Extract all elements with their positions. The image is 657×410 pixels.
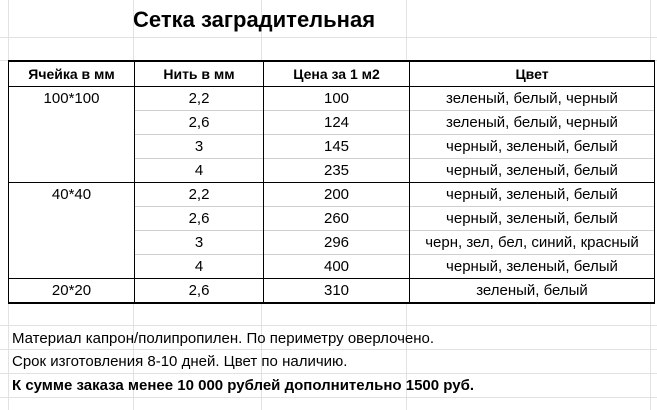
cell-thread[interactable]: 2,6 (135, 111, 264, 135)
cell-thread[interactable]: 3 (135, 135, 264, 159)
header-color[interactable]: Цвет (410, 61, 655, 87)
header-price[interactable]: Цена за 1 м2 (264, 61, 410, 87)
table-row (9, 183, 655, 207)
cell-color[interactable]: зеленый, белый, черный (410, 87, 655, 111)
cell-color[interactable]: черный, зеленый, белый (410, 135, 655, 159)
cell-thread[interactable]: 2,6 (135, 279, 264, 304)
table-row (9, 159, 655, 183)
cell-size[interactable] (9, 231, 135, 255)
note-small-order-surcharge: К сумме заказа менее 10 000 рублей дополнительно 1500 руб. (12, 377, 475, 394)
cell-size[interactable]: 20*20 (9, 279, 135, 304)
cell-size[interactable] (9, 135, 135, 159)
cell-size[interactable] (9, 255, 135, 279)
cell-color[interactable]: зеленый, белый, черный (410, 111, 655, 135)
cell-price[interactable]: 145 (264, 135, 410, 159)
cell-price[interactable]: 400 (264, 255, 410, 279)
header-thread[interactable]: Нить в мм (135, 61, 264, 87)
cell-thread[interactable]: 3 (135, 231, 264, 255)
note-production-term: Срок изготовления 8-10 дней. Цвет по наличию. (12, 353, 348, 370)
table-row (9, 111, 655, 135)
cell-color[interactable]: черн, зел, бел, синий, красный (410, 231, 655, 255)
cell-price[interactable]: 296 (264, 231, 410, 255)
cell-size[interactable]: 100*100 (9, 87, 135, 111)
cell-price[interactable]: 124 (264, 111, 410, 135)
cell-price[interactable]: 310 (264, 279, 410, 304)
cell-color[interactable]: черный, зеленый, белый (410, 207, 655, 231)
table-row (9, 255, 655, 279)
table-header-row (9, 61, 655, 87)
cell-price[interactable]: 100 (264, 87, 410, 111)
table-row (9, 87, 655, 111)
cell-thread[interactable]: 4 (135, 159, 264, 183)
sheet-title: Сетка заградительная (133, 7, 376, 32)
cell-size[interactable] (9, 111, 135, 135)
table-row (9, 231, 655, 255)
cell-thread[interactable]: 2,6 (135, 207, 264, 231)
price-table (8, 60, 655, 304)
cell-price[interactable]: 200 (264, 183, 410, 207)
cell-color[interactable]: черный, зеленый, белый (410, 255, 655, 279)
table-row (9, 135, 655, 159)
cell-size[interactable]: 40*40 (9, 183, 135, 207)
cell-color[interactable]: черный, зеленый, белый (410, 183, 655, 207)
cell-color[interactable]: зеленый, белый (410, 279, 655, 304)
cell-size[interactable] (9, 207, 135, 231)
table-row (9, 207, 655, 231)
cell-price[interactable]: 260 (264, 207, 410, 231)
table-row (9, 279, 655, 304)
cell-thread[interactable]: 2,2 (135, 87, 264, 111)
cell-size[interactable] (9, 159, 135, 183)
cell-thread[interactable]: 2,2 (135, 183, 264, 207)
cell-price[interactable]: 235 (264, 159, 410, 183)
note-material: Материал капрон/полипропилен. По периметру оверлочено. (12, 330, 435, 347)
header-cell-size[interactable]: Ячейка в мм (9, 61, 135, 87)
cell-thread[interactable]: 4 (135, 255, 264, 279)
cell-color[interactable]: черный, зеленый, белый (410, 159, 655, 183)
